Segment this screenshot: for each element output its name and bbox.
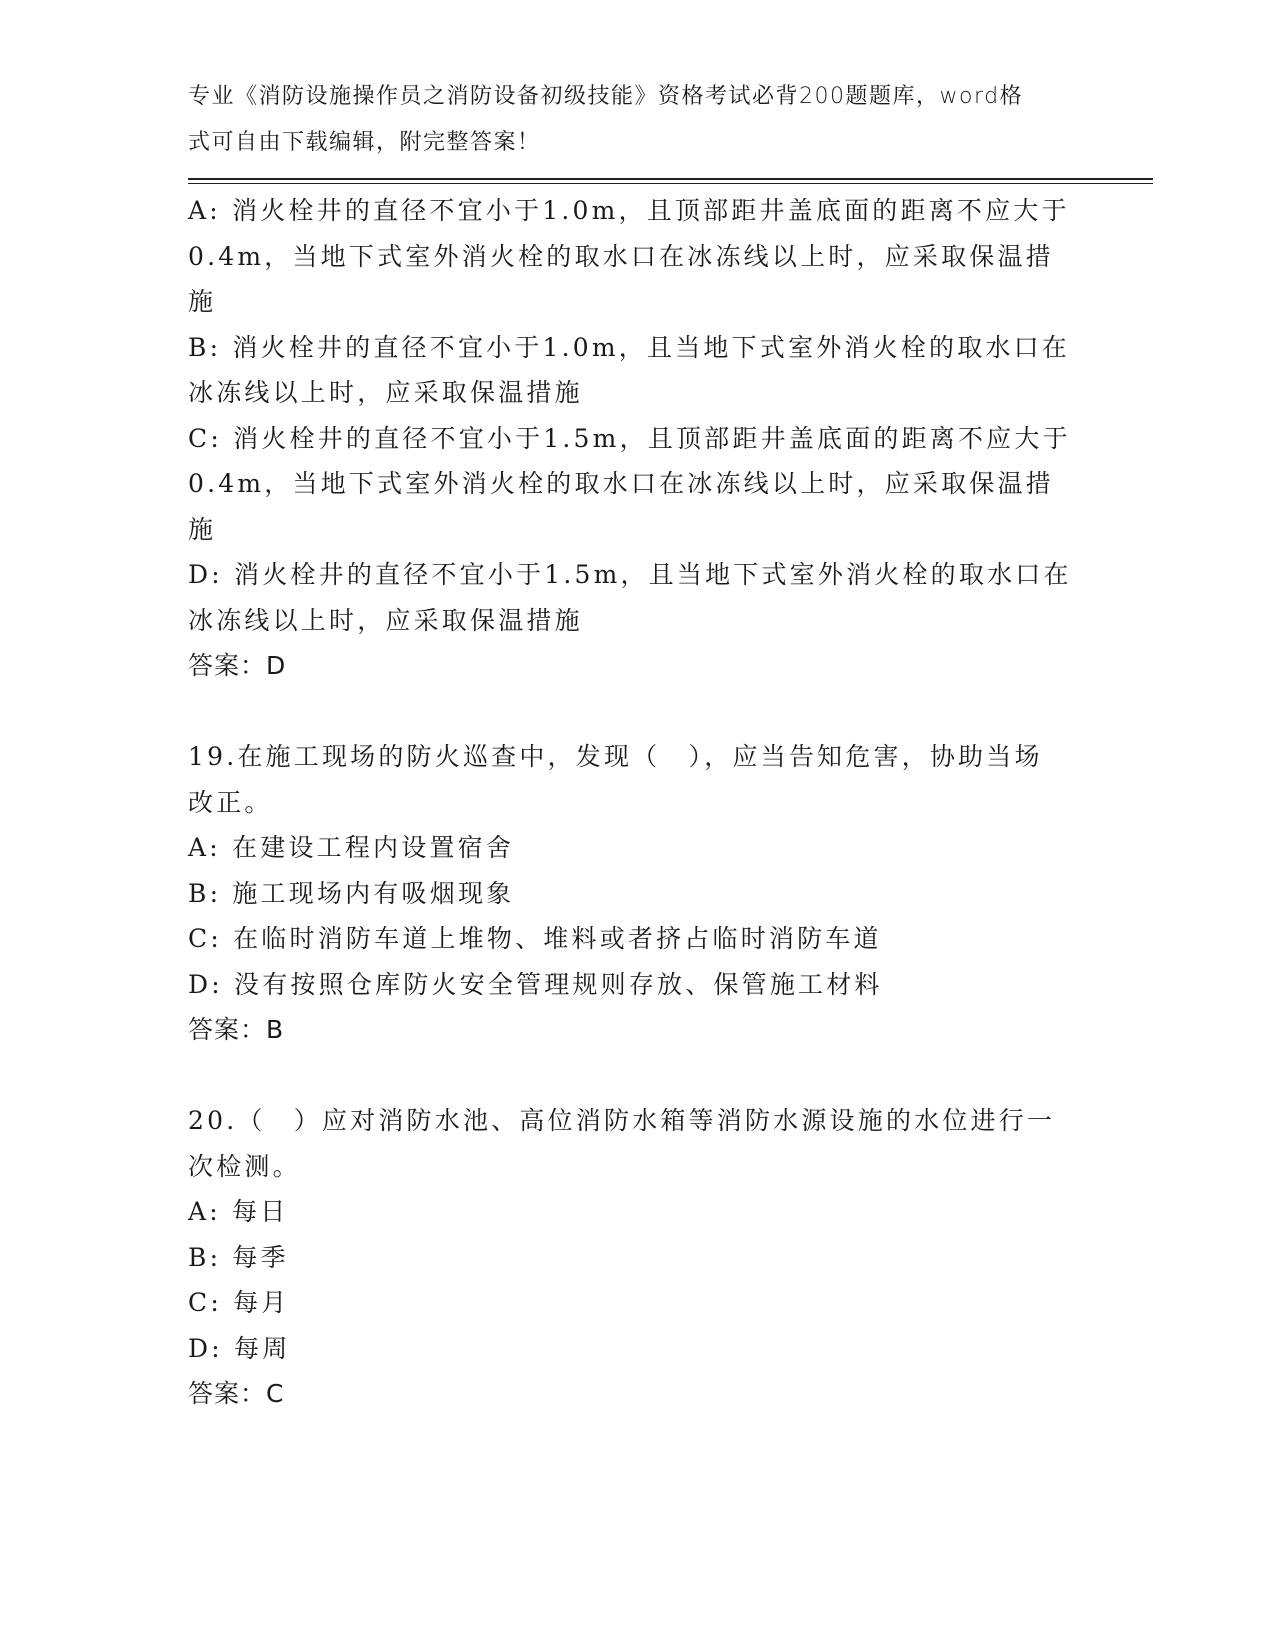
q18-option-a-line-1: A: 消火栓井的直径不宜小于1.0m，且顶部距井盖底面的距离不应大于: [188, 196, 1070, 225]
q20-answer: 答案：C: [188, 1379, 285, 1408]
q19-option-d: D: 没有按照仓库防火安全管理规则存放、保管施工材料: [188, 969, 883, 999]
q18-answer: 答案：D: [188, 651, 287, 680]
q18-option-d-line-1: D: 消火栓井的直径不宜小于1.5m，且当地下式室外消火栓的取水口在: [188, 560, 1072, 589]
q20-option-a: A: 每日: [188, 1197, 289, 1226]
q20-stem-line-2: 次检测。: [188, 1151, 301, 1181]
document-header: [188, 74, 1088, 165]
q19-stem-line-1: 19.在施工现场的防火巡查中，发现（ ），应当告知危害，协助当场: [188, 742, 1043, 771]
q18-option-d-line-2: 冰冻线以上时，应采取保温措施: [188, 605, 583, 635]
q18-option-b-line-2: 冰冻线以上时，应采取保温措施: [188, 378, 583, 407]
q19-stem-line-2: 改正。: [188, 787, 273, 817]
header-line-2: 式可自由下载编辑，附完整答案！: [188, 129, 541, 155]
question-content: [188, 188, 1108, 1417]
q18-option-c-line-3: 施: [188, 514, 217, 544]
header-divider-thin: [188, 183, 1153, 184]
q19-option-c: C: 在临时消防车道上堆物、堆料或者挤占临时消防车道: [188, 924, 882, 953]
q20-option-c: C: 每月: [188, 1288, 290, 1317]
q18-option-c-line-2: 0.4m，当地下式室外消火栓的取水口在冰冻线以上时，应采取保温措: [188, 469, 1054, 498]
q19-answer: 答案：B: [188, 1015, 285, 1044]
q19-option-a: A: 在建设工程内设置宿舍: [188, 833, 515, 862]
question-20: [188, 1098, 1108, 1417]
q20-option-b: B: 每季: [188, 1242, 289, 1272]
q20-stem-line-1: 20.（ ）应对消防水池、高位消防水箱等消防水源设施的水位进行一: [188, 1106, 1056, 1135]
question-19: [188, 734, 1108, 1053]
q18-option-a-line-2: 0.4m，当地下式室外消火栓的取水口在冰冻线以上时，应采取保温措: [188, 241, 1054, 271]
q18-option-a-line-3: 施: [188, 287, 217, 316]
header-divider-thick: [188, 178, 1153, 180]
header-line-1: 专业《消防设施操作员之消防设备初级技能》资格考试必背200题题库，word格: [188, 84, 1024, 109]
q19-option-b: B: 施工现场内有吸烟现象: [188, 878, 515, 908]
question-18-options: [188, 188, 1108, 689]
q18-option-b-line-1: B: 消火栓井的直径不宜小于1.0m，且当地下式室外消火栓的取水口在: [188, 332, 1071, 362]
question-spacer: [188, 1053, 1108, 1099]
q18-option-c-line-1: C: 消火栓井的直径不宜小于1.5m，且顶部距井盖底面的距离不应大于: [188, 423, 1071, 453]
question-spacer: [188, 689, 1108, 735]
q20-option-d: D: 每周: [188, 1333, 291, 1363]
